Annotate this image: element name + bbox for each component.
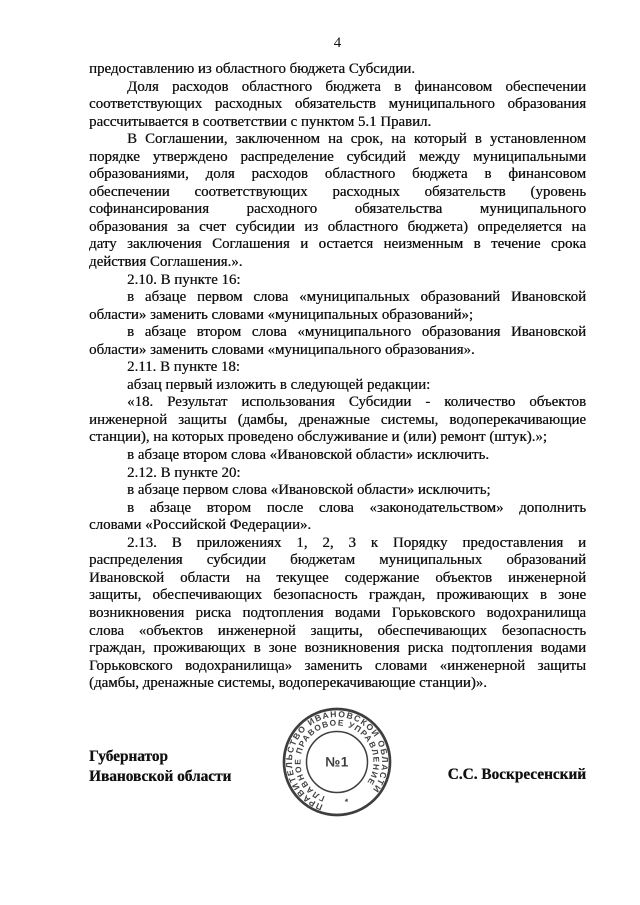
text-line: Доля расходов областного бюджета в финансовом обеспечении	[127, 78, 586, 95]
stamp-separator: *	[344, 796, 350, 808]
text-line: соответствующих расходных обязательств муниципального образования	[89, 96, 586, 113]
text-line: софинансирования расходного обязательства муниципального	[89, 201, 586, 218]
text-line: станции), на которых проведено обслуживание и (или) ремонт (штук).»;	[89, 429, 547, 446]
text-line: рассчитывается в соответствии с пунктом 5.1 Правил.	[89, 113, 432, 130]
text-line: дату заключения Соглашения и остается неизменным в течение срока	[89, 236, 586, 253]
text-line: защиты, обеспечивающих безопасность граждан, проживающих в зоне	[89, 587, 586, 604]
text-line: «18. Результат использования Субсидии - количество объектов	[127, 394, 586, 411]
text-line: Горьковского водохранилища» заменить словами «инженерной защиты	[89, 657, 586, 674]
text-line: абзац первый изложить в следующей редакции:	[127, 376, 431, 393]
text-line: в абзаце первом слова «муниципальных образований Ивановской	[127, 289, 586, 306]
text-line: 2.12. В пункте 20:	[127, 464, 241, 481]
text-line: в абзаце первом слова «Ивановской области» исключить;	[127, 482, 491, 499]
official-stamp	[277, 702, 397, 822]
text-line: 2.13. В приложениях 1, 2, 3 к Порядку предоставления и	[127, 534, 586, 551]
text-line: в абзаце втором после слова «законодательством» дополнить	[127, 499, 586, 516]
text-line: Ивановской области на текущее содержание объектов инженерной	[89, 569, 586, 586]
text-line: инженерной защиты (дамбы, дренажные системы, водоперекачивающие	[89, 411, 586, 428]
text-line: области» заменить словами «муниципального образования».	[89, 341, 475, 358]
text-line: предоставлению из областного бюджета Субсидии.	[89, 61, 415, 77]
signer-title-line1: Губернатор	[89, 748, 168, 765]
signer-title-line2: Ивановской области	[89, 768, 232, 785]
text-line: В Соглашении, заключенном на срок, на который в установленном	[127, 131, 586, 148]
signer-name: С.С. Воскресенский	[447, 766, 586, 783]
text-line: действия Соглашения.».	[89, 254, 243, 271]
text-line: в абзаце втором слова «муниципального образования Ивановской	[127, 324, 586, 341]
text-line: 2.11. В пункте 18:	[127, 359, 240, 376]
text-line: в абзаце втором слова «Ивановской области» исключить.	[127, 447, 489, 464]
text-line: образования за счет субсидии из областного бюджета) определяется на	[89, 218, 586, 235]
text-line: слова «объектов инженерной защиты, обеспечивающих безопасность	[89, 622, 586, 639]
text-line: обеспечении соответствующих расходных обязательств (уровень	[89, 183, 586, 200]
text-line: области» заменить словами «муниципальных образований»;	[89, 306, 473, 323]
text-line: распределения субсидии бюджетам муниципальных образований	[89, 552, 586, 569]
text-line: словами «Российской Федерации».	[89, 517, 312, 534]
stamp-number: №1	[325, 754, 349, 770]
stamp-outer-text: ПРАВИТЕЛЬСТВО ИВАНОВСКОЙ ОБЛАСТИ	[283, 708, 391, 813]
text-line: возникновения риска подтопления водами Горьковского водохранилища	[89, 604, 586, 621]
text-line: 2.10. В пункте 16:	[127, 271, 241, 288]
page-number: 4	[333, 35, 342, 51]
text-line: образованиями, доля расходов областного бюджета в финансовом	[89, 166, 586, 183]
text-line: порядке утверждено распределение субсидий между муниципальными	[89, 148, 586, 165]
text-line: граждан, проживающих в зоне возникновения риска подтопления водами	[89, 640, 586, 657]
body-text	[89, 61, 586, 693]
stamp-inner-text: ГЛАВНОЕ ПРАВОВОЕ УПРАВЛЕНИЕ	[292, 717, 382, 804]
text-line: (дамбы, дренажные системы, водоперекачивающие станции)».	[89, 675, 487, 692]
